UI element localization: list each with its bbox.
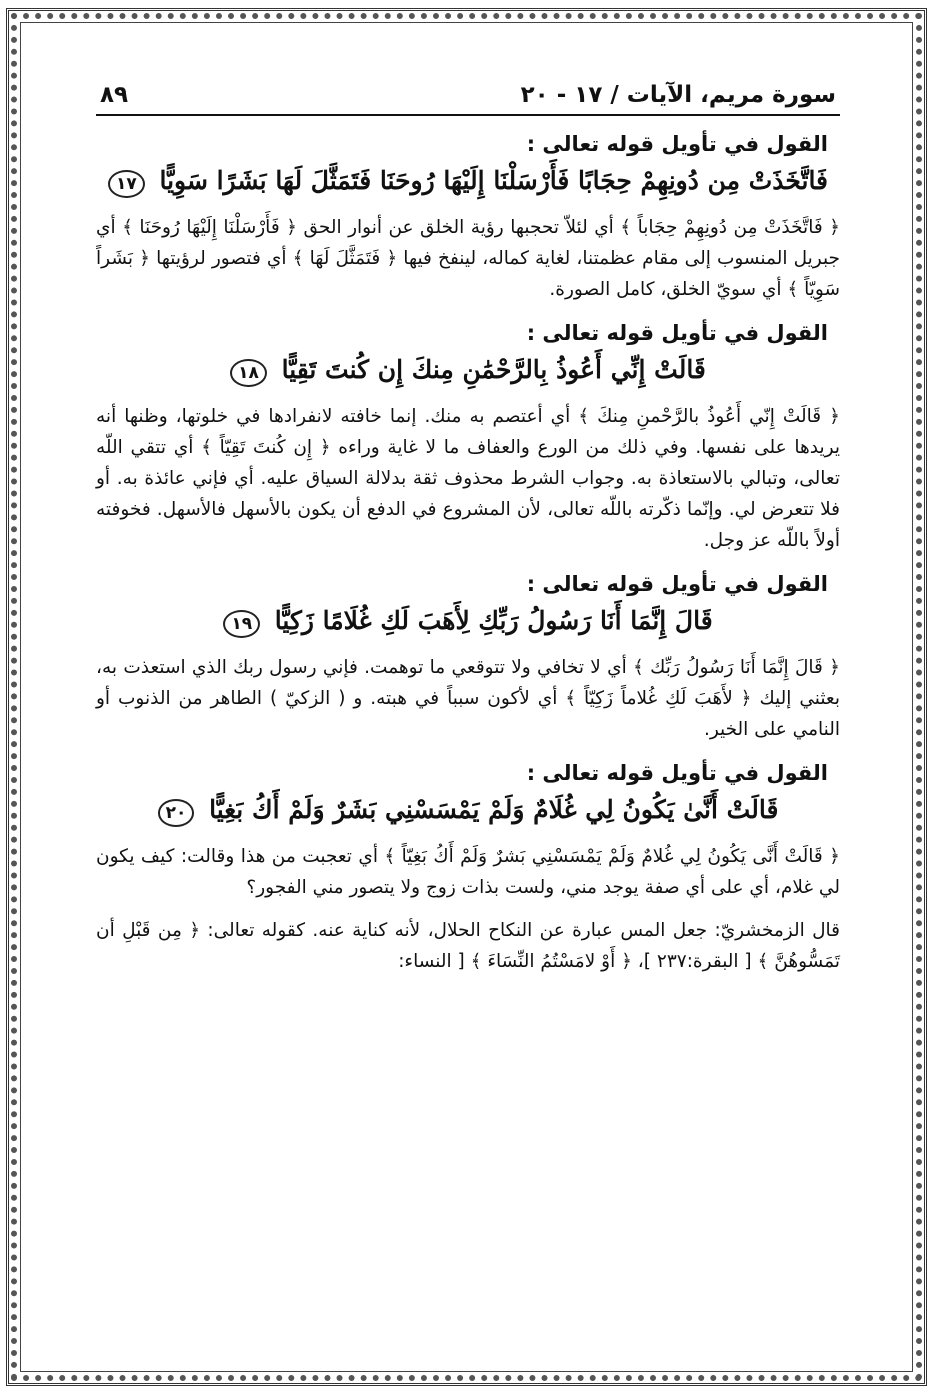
commentary-paragraph: ﴿ قَالَتْ إِنّي أَعُوذُ بالرَّحْمنِ مِنكَ ﴾ أي أعتصم به منك. إنما خافته لانفرادها في خلوتها، وظنها أنه يريدها على نفسها. وفي ذلك من الورع والعفاف ما لا غاية وراءه ﴿ إِن كُنتَ تَقِيّاً ﴾ أي تتقي اللّه تعالى، وتبالي بالاستعاذة به. وجواب الشرط محذوف ثقة بدلالة السياق عليه. أي فإني عائذة به. أو فلا تتعرض لي. وإنّما ذكّرته باللّه تعالى، لأن المشروع في الدفع أن يكون بالأسهل فالأسهل. فخوفته أولاً باللّه عز وجل. [96,406,840,551]
verse-text: قَالَ إِنَّمَا أَنَا رَسُولُ رَبِّكِ لِأَهَبَ لَكِ غُلَامًا زَكِيًّا [274,606,713,635]
quran-verse [96,162,840,200]
verse-text: فَاتَّخَذَتْ مِن دُونِهِمْ حِجَابًا فَأَرْسَلْنَا إِلَيْهَا رُوحَنَا فَتَمَثَّلَ لَهَا بَشَرًا سَوِيًّا [159,166,829,195]
section-ayah-20 [96,761,840,977]
section-heading: القول في تأويل قوله تعالى : [526,761,828,785]
section-ayah-18 [96,321,840,556]
ayah-number-marker: ٢٠ [158,799,195,827]
commentary-paragraph: ﴿ قَالَ إِنَّمَا أَنَا رَسُولُ رَبِّك ﴾ أي لا تخافي ولا تتوقعي ما توهمت. فإني رسول ربك الذي استعذت به، بعثني إليك ﴿ لأَهَبَ لَكِ غُلاماً زَكِيّاً ﴾ أي لأكون سبباً في هبته. و ( الزكيّ ) الطاهر من الذنوب أو النامي على الخير. [96,657,840,740]
quran-verse [96,602,840,640]
page-number: ٨٩ [100,82,129,108]
header-title: سورة مريم، الآيات / ١٧ - ٢٠ [520,82,836,108]
commentary-paragraph: ﴿ فَاتَّخَذَتْ مِن دُونِهِمْ حِجَاباً ﴾ أي لئلاّ تحجبها رؤية الخلق عن أنوار الحق ﴿ فَأَرْسَلْنَا إِلَيْهَا رُوحَنَا ﴾ أي جبريل المنسوب إلى مقام عظمتنا، لغاية كماله، لينفخ فيها ﴿ فَتَمَثَّلَ لَهَا ﴾ أي فتصور لرؤيتها ﴿ بَشَراً سَوِيّاً ﴾ أي سويّ الخلق، كامل الصورة. [96,217,840,300]
section-ayah-19 [96,572,840,745]
ayah-number-marker: ١٨ [230,359,267,387]
ayah-number-marker: ١٧ [108,170,145,198]
quran-verse [96,791,840,829]
section-heading: القول في تأويل قوله تعالى : [526,132,828,156]
quran-verse [96,351,840,389]
commentary-paragraph: قال الزمخشريّ: جعل المس عبارة عن النكاح الحلال، لأنه كناية عنه. كقوله تعالى: ﴿ مِن قَبْلِ أن تَمَسُّوهُنَّ ﴾ [ البقرة:٢٣٧ ]، ﴿ أَوْ لامَسْتُمُ النِّسَاءَ ﴾ [ النساء: [96,920,840,972]
page-content [96,70,840,1310]
commentary-paragraph: ﴿ قَالَتْ أَنَّى يَكُونُ لِي غُلامٌ وَلَمْ يَمْسَسْنِي بَشرٌ وَلَمْ أَكُ بَغِيّاً ﴾ أي تعجبت من هذا وقالت: كيف يكون لي غلام، أي على أي صفة يوجد مني، ولست بذات زوج ولا يتصور مني الفجور؟ [96,846,840,898]
verse-text: قَالَتْ إِنِّي أَعُوذُ بِالرَّحْمَٰنِ مِنكَ إِن كُنتَ تَقِيًّا [281,355,706,384]
verse-text: قَالَتْ أَنَّىٰ يَكُونُ لِي غُلَامٌ وَلَمْ يَمْسَسْنِي بَشَرٌ وَلَمْ أَكُ بَغِيًّا [209,795,779,824]
running-header [96,70,840,116]
section-heading: القول في تأويل قوله تعالى : [526,321,828,345]
ayah-number-marker: ١٩ [223,610,260,638]
section-ayah-17 [96,132,840,305]
section-heading: القول في تأويل قوله تعالى : [526,572,828,596]
